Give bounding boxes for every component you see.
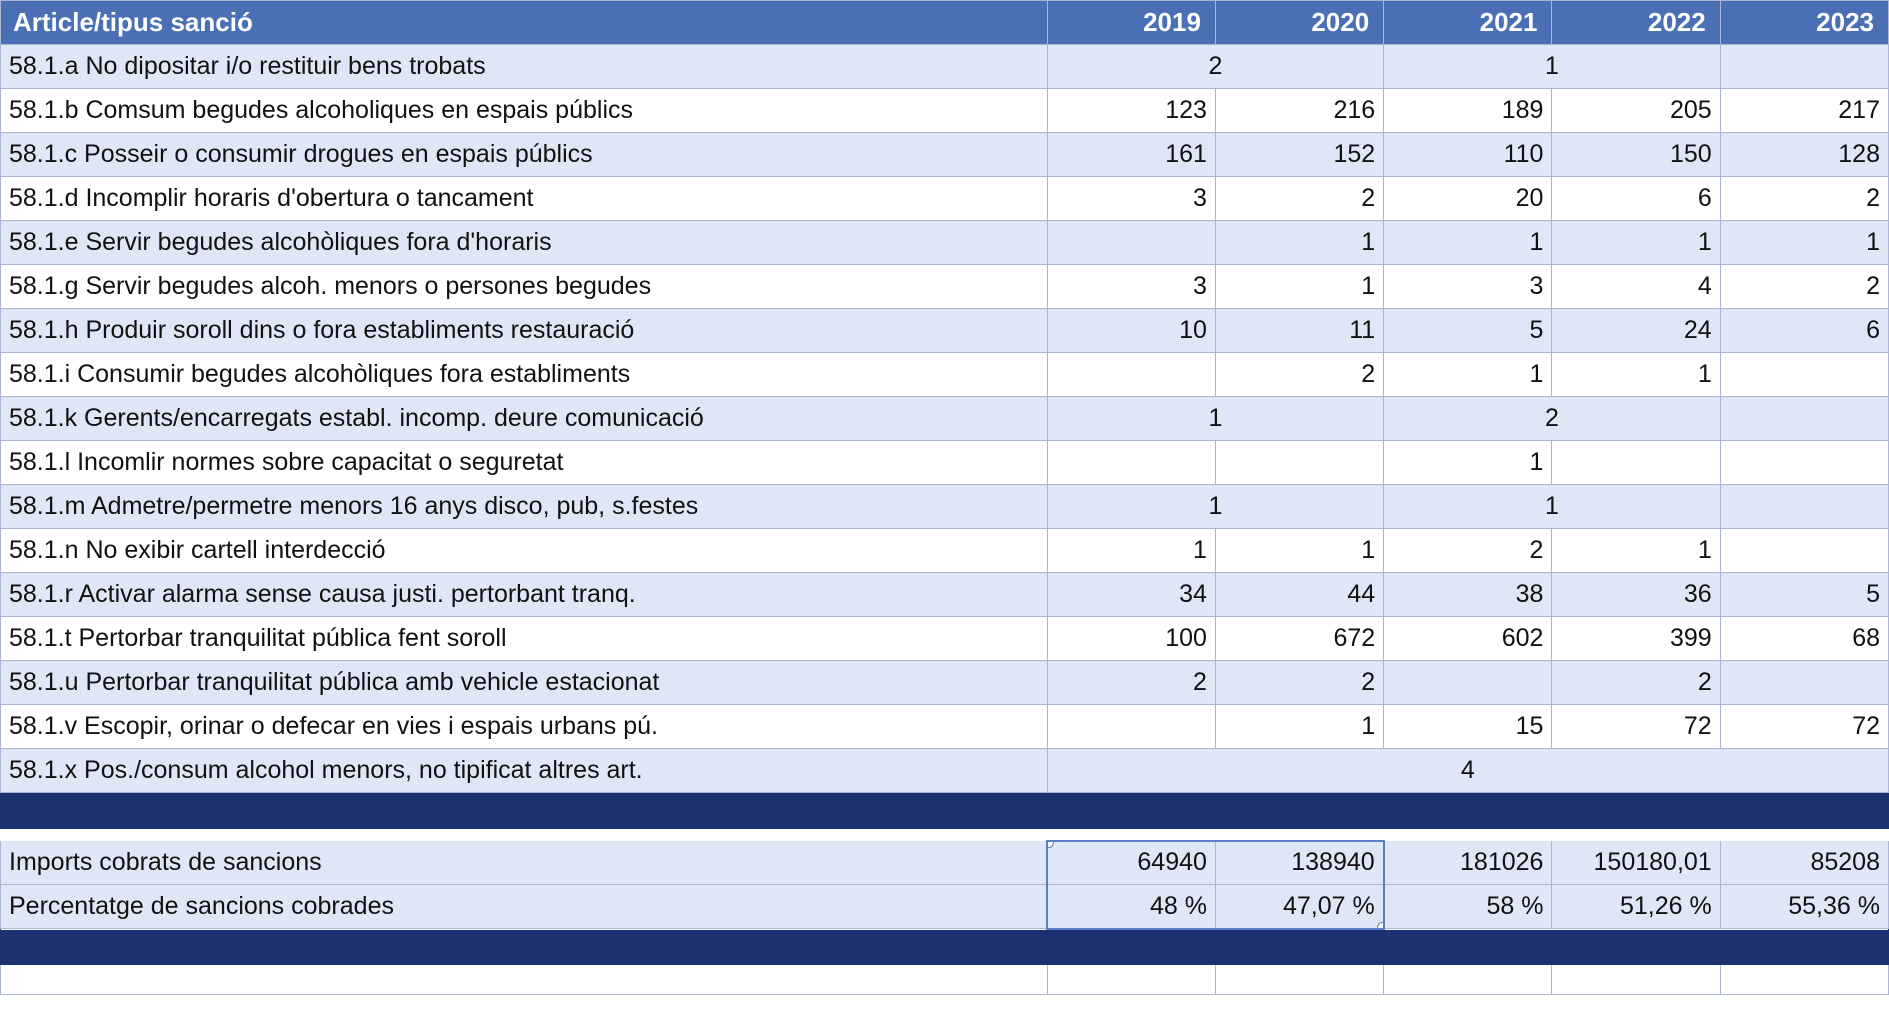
table-row[interactable] <box>1 573 1889 617</box>
cell-value[interactable]: 10 <box>1047 309 1215 353</box>
blank-row <box>1 829 1889 841</box>
cell-value[interactable] <box>1384 661 1552 705</box>
cell-value[interactable]: 216 <box>1215 89 1383 133</box>
cell-value[interactable] <box>1047 353 1215 397</box>
cell-value[interactable]: 1 <box>1215 529 1383 573</box>
table-row[interactable] <box>1 529 1889 573</box>
cell-value[interactable]: 2 <box>1047 661 1215 705</box>
cell-value[interactable]: 1 <box>1047 485 1384 529</box>
cell-value[interactable] <box>1552 441 1720 485</box>
table-row[interactable] <box>1 353 1889 397</box>
row-label[interactable]: Imports cobrats de sancions <box>1 841 1048 885</box>
cell-value[interactable]: 1 <box>1552 353 1720 397</box>
cell-value[interactable]: 152 <box>1215 133 1383 177</box>
cell-value[interactable]: 48 % <box>1047 885 1215 929</box>
row-label[interactable]: 58.1.g Servir begudes alcoh. menors o persones begudes <box>1 265 1048 309</box>
cell-value[interactable]: 55,36 % <box>1720 885 1888 929</box>
cell-value[interactable]: 1 <box>1384 485 1721 529</box>
cell-value[interactable]: 150180,01 <box>1552 841 1720 885</box>
empty-bottom-row[interactable] <box>1 965 1889 995</box>
cell-value[interactable]: 3 <box>1384 265 1552 309</box>
column-header-2020[interactable]: 2020 <box>1215 1 1383 45</box>
cell-value[interactable]: 58 % <box>1384 885 1552 929</box>
summary-row-percentage[interactable] <box>1 885 1889 929</box>
cell-value[interactable]: 38 <box>1384 573 1552 617</box>
cell-value[interactable] <box>1720 353 1888 397</box>
cell-value[interactable]: 181026 <box>1384 841 1552 885</box>
cell-value[interactable]: 5 <box>1384 309 1552 353</box>
cell-value[interactable]: 11 <box>1215 309 1383 353</box>
cell-value[interactable]: 138940 <box>1215 841 1383 885</box>
cell-value[interactable]: 1 <box>1047 397 1384 441</box>
cell-value[interactable]: 24 <box>1552 309 1720 353</box>
table-row[interactable] <box>1 133 1889 177</box>
separator-band <box>1 793 1889 829</box>
cell-value[interactable]: 1 <box>1215 221 1383 265</box>
cell-value[interactable]: 205 <box>1552 89 1720 133</box>
row-label[interactable]: 58.1.x Pos./consum alcohol menors, no tipificat altres art. <box>1 749 1048 793</box>
section-separator <box>1 793 1889 829</box>
cell-value[interactable]: 34 <box>1047 573 1215 617</box>
empty-cell[interactable] <box>1384 965 1552 995</box>
table-row[interactable] <box>1 221 1889 265</box>
cell-value[interactable]: 128 <box>1720 133 1888 177</box>
row-label[interactable]: 58.1.c Posseir o consumir drogues en espais públics <box>1 133 1048 177</box>
cell-value[interactable]: 672 <box>1215 617 1383 661</box>
table-row[interactable] <box>1 397 1889 441</box>
table-row[interactable] <box>1 177 1889 221</box>
cell-value[interactable]: 2 <box>1215 177 1383 221</box>
row-label[interactable]: 58.1.i Consumir begudes alcohòliques fora establiments <box>1 353 1048 397</box>
table-row[interactable] <box>1 309 1889 353</box>
cell-value[interactable]: 6 <box>1552 177 1720 221</box>
cell-value[interactable]: 47,07 % <box>1215 885 1383 929</box>
cell-value[interactable]: 3 <box>1047 177 1215 221</box>
cell-value[interactable]: 36 <box>1552 573 1720 617</box>
column-header-2023[interactable]: 2023 <box>1720 1 1888 45</box>
cell-value[interactable]: 64940 <box>1047 841 1215 885</box>
selection-handle-top-left[interactable] <box>1047 841 1054 848</box>
cell-value[interactable] <box>1720 45 1888 89</box>
column-header-2021[interactable]: 2021 <box>1384 1 1552 45</box>
cell-value[interactable]: 123 <box>1047 89 1215 133</box>
row-label[interactable]: Percentatge de sancions cobrades <box>1 885 1048 929</box>
table-body <box>1 45 1889 995</box>
cell-value[interactable]: 1 <box>1552 529 1720 573</box>
empty-cell[interactable] <box>1552 965 1720 995</box>
summary-row-imports[interactable] <box>1 841 1889 885</box>
separator-band <box>1 929 1889 965</box>
cell-value[interactable] <box>1720 441 1888 485</box>
row-label[interactable]: 58.1.k Gerents/encarregats establ. incomp. deure comunicació <box>1 397 1048 441</box>
cell-value[interactable]: 1 <box>1552 221 1720 265</box>
cell-value[interactable]: 6 <box>1720 309 1888 353</box>
cell-value[interactable] <box>1215 441 1383 485</box>
cell-value[interactable]: 68 <box>1720 617 1888 661</box>
cell-value[interactable] <box>1047 441 1215 485</box>
row-label[interactable]: 58.1.d Incomplir horaris d'obertura o tancament <box>1 177 1048 221</box>
cell-value[interactable]: 15 <box>1384 705 1552 749</box>
cell-value[interactable]: 399 <box>1552 617 1720 661</box>
cell-value[interactable]: 1 <box>1384 45 1721 89</box>
cell-value[interactable]: 2 <box>1047 45 1384 89</box>
row-label[interactable]: 58.1.n No exibir cartell interdecció <box>1 529 1048 573</box>
table-row[interactable] <box>1 45 1889 89</box>
row-label[interactable]: 58.1.v Escopir, orinar o defecar en vies i espais urbans pú. <box>1 705 1048 749</box>
cell-value[interactable]: 5 <box>1720 573 1888 617</box>
cell-value[interactable]: 2 <box>1215 353 1383 397</box>
row-label[interactable]: 58.1.l Incomlir normes sobre capacitat o seguretat <box>1 441 1048 485</box>
row-label[interactable]: 58.1.u Pertorbar tranquilitat pública amb vehicle estacionat <box>1 661 1048 705</box>
cell-value[interactable] <box>1047 221 1215 265</box>
blank-cell <box>1 829 1889 841</box>
header-row <box>1 1 1889 45</box>
row-label[interactable]: 58.1.a No dipositar i/o restituir bens trobats <box>1 45 1048 89</box>
table-row[interactable] <box>1 441 1889 485</box>
cell-value[interactable]: 2 <box>1720 177 1888 221</box>
table-row[interactable] <box>1 661 1889 705</box>
cell-value[interactable]: 72 <box>1720 705 1888 749</box>
cell-value[interactable]: 110 <box>1384 133 1552 177</box>
empty-cell[interactable] <box>1047 965 1215 995</box>
table-row[interactable] <box>1 265 1889 309</box>
cell-value[interactable]: 44 <box>1215 573 1383 617</box>
cell-value[interactable]: 85208 <box>1720 841 1888 885</box>
empty-cell[interactable] <box>1 965 1048 995</box>
column-header-2022[interactable]: 2022 <box>1552 1 1720 45</box>
cell-value[interactable]: 2 <box>1384 529 1552 573</box>
cell-value[interactable]: 2 <box>1215 661 1383 705</box>
table-header <box>1 1 1889 45</box>
row-label[interactable]: 58.1.h Produir soroll dins o fora establiments restauració <box>1 309 1048 353</box>
cell-value[interactable]: 1 <box>1384 221 1552 265</box>
cell-value[interactable]: 602 <box>1384 617 1552 661</box>
cell-value[interactable]: 2 <box>1720 265 1888 309</box>
cell-value[interactable]: 150 <box>1552 133 1720 177</box>
cell-value[interactable]: 72 <box>1552 705 1720 749</box>
empty-cell[interactable] <box>1720 965 1888 995</box>
cell-value[interactable]: 4 <box>1047 749 1888 793</box>
table-row[interactable] <box>1 705 1889 749</box>
cell-value[interactable]: 20 <box>1384 177 1552 221</box>
cell-value[interactable]: 189 <box>1384 89 1552 133</box>
table-row[interactable] <box>1 485 1889 529</box>
cell-value[interactable]: 51,26 % <box>1552 885 1720 929</box>
section-separator-bottom <box>1 929 1889 965</box>
cell-value[interactable]: 161 <box>1047 133 1215 177</box>
cell-value[interactable] <box>1720 529 1888 573</box>
cell-value[interactable]: 2 <box>1384 397 1721 441</box>
cell-value[interactable]: 1 <box>1384 353 1552 397</box>
row-label[interactable]: 58.1.e Servir begudes alcohòliques fora d'horaris <box>1 221 1048 265</box>
column-header-article[interactable]: Article/tipus sanció <box>1 1 1048 45</box>
cell-value[interactable]: 1 <box>1384 441 1552 485</box>
table-row[interactable] <box>1 89 1889 133</box>
cell-value[interactable] <box>1720 661 1888 705</box>
column-header-2019[interactable]: 2019 <box>1047 1 1215 45</box>
empty-cell[interactable] <box>1215 965 1383 995</box>
cell-value[interactable]: 217 <box>1720 89 1888 133</box>
selection-handle-bottom-right[interactable] <box>1377 922 1384 929</box>
cell-value[interactable]: 4 <box>1552 265 1720 309</box>
row-label[interactable]: 58.1.t Pertorbar tranquilitat pública fent soroll <box>1 617 1048 661</box>
row-label[interactable]: 58.1.b Comsum begudes alcoholiques en espais públics <box>1 89 1048 133</box>
cell-value[interactable]: 1 <box>1215 705 1383 749</box>
cell-value[interactable]: 3 <box>1047 265 1215 309</box>
cell-value[interactable]: 100 <box>1047 617 1215 661</box>
table-row[interactable] <box>1 617 1889 661</box>
row-label[interactable]: 58.1.r Activar alarma sense causa justi. pertorbant tranq. <box>1 573 1048 617</box>
cell-value[interactable]: 1 <box>1215 265 1383 309</box>
cell-value[interactable]: 1 <box>1047 529 1215 573</box>
table-row[interactable] <box>1 749 1889 793</box>
cell-value[interactable]: 1 <box>1720 221 1888 265</box>
cell-value[interactable] <box>1720 485 1888 529</box>
cell-value[interactable]: 2 <box>1552 661 1720 705</box>
cell-value[interactable] <box>1720 397 1888 441</box>
row-label[interactable]: 58.1.m Admetre/permetre menors 16 anys disco, pub, s.festes <box>1 485 1048 529</box>
cell-value[interactable] <box>1047 705 1215 749</box>
